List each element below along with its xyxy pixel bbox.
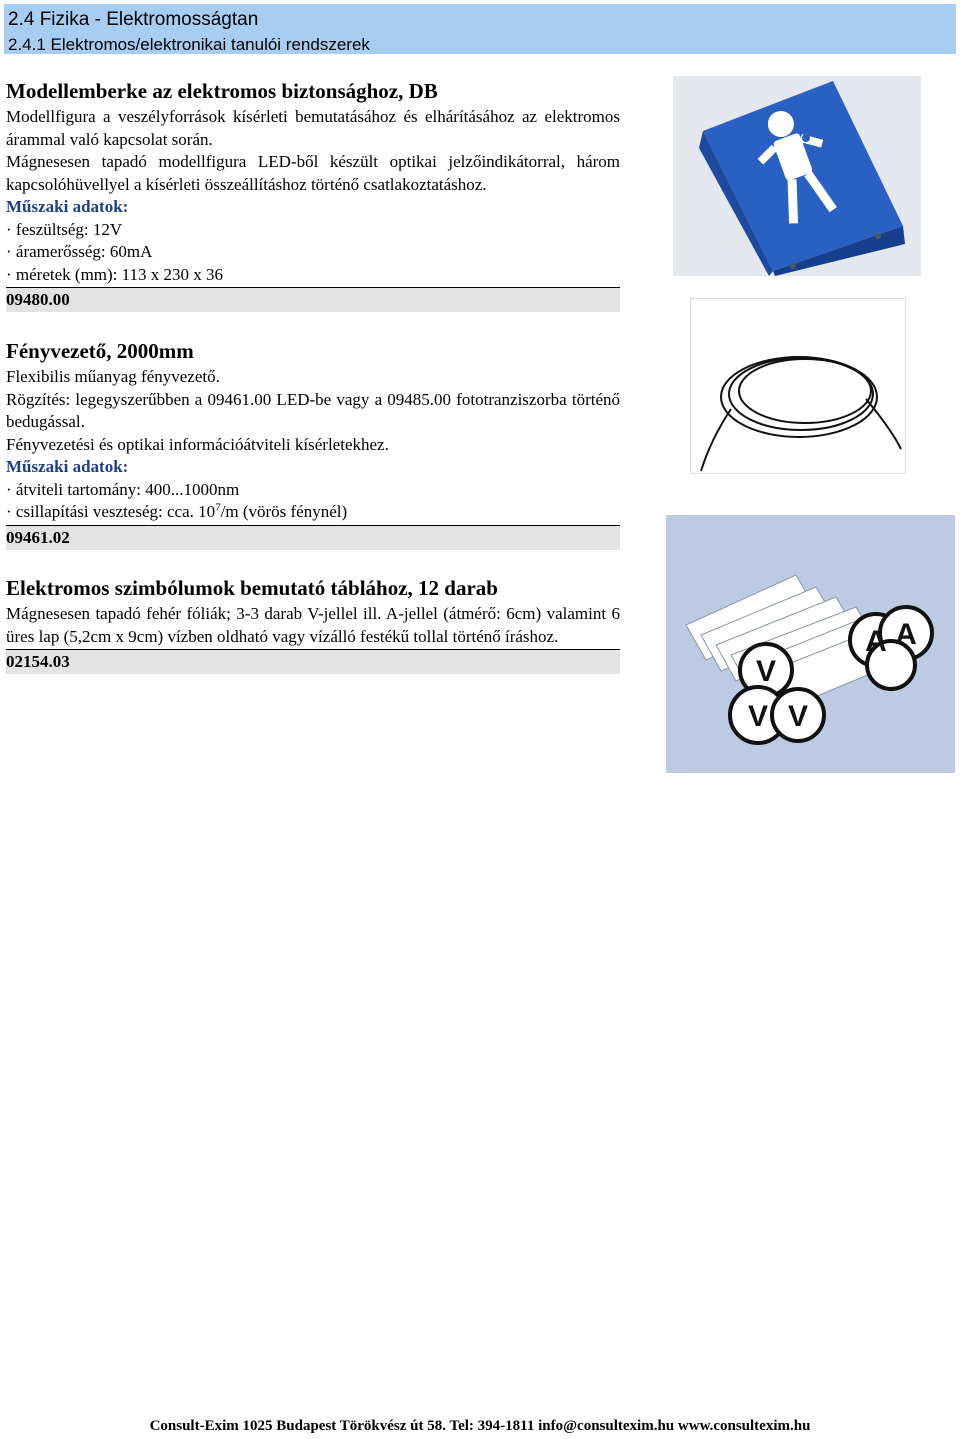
symbol-a-label: A [865, 625, 887, 658]
symbol-v-label: V [755, 655, 777, 688]
symbol-a-label: A [895, 618, 917, 651]
section-title: 2.4 Fizika - Elektromosságtan [8, 9, 259, 30]
product-description: Fényvezetési és optikai információátviteli kísérletekhez. [6, 434, 389, 454]
product-electric-symbols [6, 575, 620, 674]
product-code: 09480.00 [6, 287, 620, 312]
product-title: Fényvezető, 2000mm [6, 339, 194, 363]
product-model-figure [6, 78, 620, 312]
product-light-guide [6, 338, 620, 550]
spec-text: · csillapítási veszteség: cca. 10 [6, 502, 216, 521]
product-description: Mágnesesen tapadó fehér fóliák; 3-3 darab V-jellel ill. A-jellel (átmérő: 6cm) valamint 6 üres lap (5,2cm x 9cm) vízben oldható vagy vízálló festékű tollal történő íráshoz. [6, 604, 620, 646]
symbol-v-label: V [787, 700, 809, 733]
spec-heading: Műszaki adatok: [6, 457, 129, 476]
product-description: Modellfigura a veszélyforrások kísérleti bemutatásához és elhárításához az elektromos árammal való kapcsolat során. [6, 107, 620, 149]
light-guide-image [690, 298, 906, 474]
spec-item [6, 501, 620, 524]
light-guide-illustration [691, 299, 905, 473]
product-description: Mágnesesen tapadó modellfigura LED-ből készült optikai jelzőindikátorral, három kapcsolóhüvellyel a kísérleti összeállításhoz történő csatlakoztatáshoz. [6, 152, 620, 194]
page-footer: Consult-Exim 1025 Budapest Törökvész út 58. Tel: 394-1811 info@consultexim.hu www.consultexim.hu [149, 1418, 811, 1434]
symbols-image [666, 515, 955, 773]
model-figure-image [673, 76, 921, 276]
section-subtitle: 2.4.1 Elektromos/elektronikai tanulói rendszerek [8, 35, 370, 54]
product-code: 09461.02 [6, 525, 620, 550]
product-description: Flexibilis műanyag fényvezető. [6, 367, 220, 386]
spec-item: · áramerősség: 60mA [6, 242, 153, 261]
model-figure-illustration [673, 76, 921, 276]
section-header [4, 4, 956, 54]
spec-item: · feszültség: 12V [6, 219, 123, 239]
product-code: 02154.03 [6, 649, 620, 674]
spec-exponent: 7 [215, 501, 221, 514]
product-description: Rögzítés: legegyszerűbben a 09461.00 LED-be vagy a 09485.00 fototranziszorba történő bedugással. [6, 389, 620, 431]
spec-heading: Műszaki adatok: [6, 197, 129, 216]
symbols-illustration [666, 515, 955, 773]
symbol-v-label: V [747, 700, 769, 733]
spec-item: · átviteli tartomány: 400...1000nm [6, 479, 240, 499]
product-title: Elektromos szimbólumok bemutató táblához, 12 darab [6, 576, 498, 600]
spec-item: · méretek (mm): 113 x 230 x 36 [6, 264, 224, 284]
product-title: Modellemberke az elektromos biztonsághoz, DB [6, 79, 438, 103]
spec-text: /m (vörös fénynél) [220, 502, 348, 521]
